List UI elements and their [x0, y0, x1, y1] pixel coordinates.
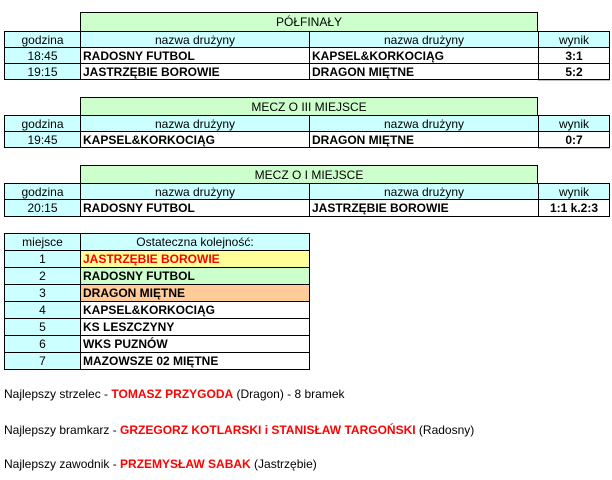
semifinal-2-team2: DRAGON MIĘTNE — [309, 63, 539, 80]
standings-place: 2 — [4, 267, 81, 285]
divider — [538, 148, 610, 149]
semifinals-time-header: godzina — [4, 31, 81, 48]
best-player-name: PRZEMYSŁAW SABAK — [120, 457, 251, 471]
third-place-result-header: wynik — [538, 115, 610, 132]
standings-team: KAPSEL&KORKOCIĄG — [80, 301, 310, 319]
best-goalkeeper-name: GRZEGORZ KOTLARSKI i STANISŁAW TARGOŃSKI — [120, 423, 416, 437]
semifinal-1-team1: RADOSNY FUTBOL — [80, 47, 310, 64]
standings-place: 3 — [4, 284, 81, 302]
final-time: 20:15 — [4, 199, 81, 217]
final-team1: RADOSNY FUTBOL — [80, 199, 310, 217]
semifinals-title: PÓŁFINAŁY — [80, 12, 538, 32]
standings-place: 7 — [4, 352, 81, 370]
semifinal-2-time: 19:15 — [4, 63, 81, 80]
standings-team: MAZOWSZE 02 MIĘTNE — [80, 352, 310, 370]
best-goalkeeper-detail: (Radosny) — [415, 423, 475, 437]
standings-place-header: miejsce — [4, 233, 81, 251]
best-scorer-line — [4, 384, 345, 404]
standings-team: DRAGON MIĘTNE — [80, 284, 310, 302]
semifinal-1-result: 3:1 — [538, 47, 610, 64]
third-place-team2: DRAGON MIĘTNE — [309, 131, 539, 148]
third-place-team1: KAPSEL&KORKOCIĄG — [80, 131, 310, 148]
standings-team: WKS PUZNÓW — [80, 335, 310, 353]
third-place-team1-header: nazwa drużyny — [80, 115, 310, 132]
best-scorer-name: TOMASZ PRZYGODA — [111, 387, 234, 401]
standings-team: RADOSNY FUTBOL — [80, 267, 310, 285]
final-team2: JASTRZĘBIE BOROWIE — [309, 199, 539, 217]
semifinals-team2-header: nazwa drużyny — [309, 31, 539, 48]
final-time-header: godzina — [4, 183, 81, 200]
best-goalkeeper-label: Najlepszy bramkarz - — [4, 423, 121, 437]
standings-place: 4 — [4, 301, 81, 319]
standings-place: 6 — [4, 335, 81, 353]
standings-title: Ostateczna kolejność: — [80, 233, 310, 251]
semifinal-2-team1: JASTRZĘBIE BOROWIE — [80, 63, 310, 80]
third-place-team2-header: nazwa drużyny — [309, 115, 539, 132]
third-place-time: 19:45 — [4, 131, 81, 148]
semifinals-team1-header: nazwa drużyny — [80, 31, 310, 48]
third-place-result: 0:7 — [538, 131, 610, 148]
best-player-line — [4, 454, 317, 474]
third-place-time-header: godzina — [4, 115, 81, 132]
semifinal-1-team2: KAPSEL&KORKOCIĄG — [309, 47, 539, 64]
final-team2-header: nazwa drużyny — [309, 183, 539, 200]
best-goalkeeper-line — [4, 420, 474, 440]
divider — [538, 80, 610, 81]
semifinals-result-header: wynik — [538, 31, 610, 48]
best-player-label: Najlepszy zawodnik - — [4, 457, 121, 471]
best-scorer-detail: (Dragon) - 8 bramek — [233, 387, 345, 401]
semifinal-1-time: 18:45 — [4, 47, 81, 64]
semifinal-2-result: 5:2 — [538, 63, 610, 80]
final-result-header: wynik — [538, 183, 610, 200]
final-result: 1:1 k.2:3 — [538, 199, 610, 217]
standings-place: 5 — [4, 318, 81, 336]
final-title: MECZ O I MIEJSCE — [80, 165, 538, 184]
standings-place: 1 — [4, 250, 81, 268]
final-team1-header: nazwa drużyny — [80, 183, 310, 200]
best-player-detail: (Jastrzębie) — [250, 457, 317, 471]
standings-team: KS LESZCZYNY — [80, 318, 310, 336]
standings-team: JASTRZĘBIE BOROWIE — [80, 250, 310, 268]
best-scorer-label: Najlepszy strzelec - — [4, 387, 112, 401]
third-place-title: MECZ O III MIEJSCE — [80, 97, 538, 116]
